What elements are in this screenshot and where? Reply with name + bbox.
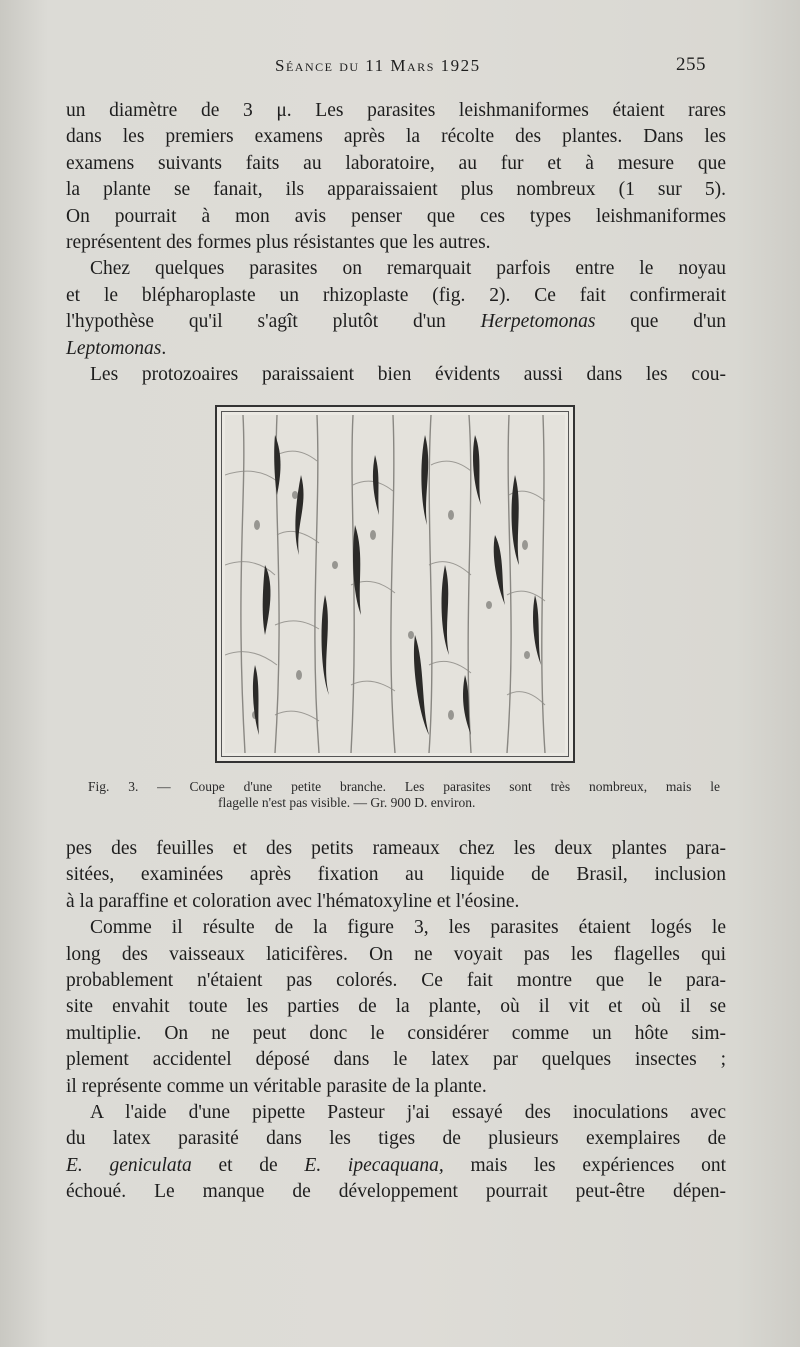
text-line: probablement n'étaient pas colorés. Ce fait montre que le para- [66,970,726,992]
text-line: Les protozoaires paraissaient bien évidents aussi dans les cou- [90,364,726,386]
text-line: plement accidentel déposé dans le latex par quelques insectes ; [66,1049,726,1071]
text-line [66,309,726,335]
text-span: mais les expériences ont [443,1154,726,1176]
text-span: l'hypothèse qu'il s'agît plutôt d'un [66,311,481,333]
text-line: Chez quelques parasites on remarquait parfois entre le noyau [90,258,726,280]
text-line: multiplie. On ne peut donc le considérer comme un hôte sim- [66,1022,726,1044]
page-number: 255 [676,54,706,75]
text-line: un diamètre de 3 μ. Les parasites leishmaniformes étaient rares [66,100,726,121]
text-line: site envahit toute les parties de la plante, où il vit et où il se [66,996,726,1018]
text-span: que d'un [595,311,726,333]
text-block-upper [66,98,726,388]
species-name: E. ipecaquana, [304,1154,444,1176]
text-line: échoué. Le manque de développement pourrait peut-être dépen- [66,1181,726,1203]
text-line: pes des feuilles et des petits rameaux chez les deux plantes para- [66,838,726,859]
text-line: dans les premiers examens après la récolte des plantes. Dans les [66,126,726,148]
text-line: représentent des formes plus résistantes que les autres. [66,232,491,254]
text-line: la plante se fanait, ils apparaissaient plus nombreux (1 sur 5). [66,179,726,201]
text-line: A l'aide d'une pipette Pasteur j'ai essayé des inoculations avec [90,1102,726,1124]
text-line [66,336,726,362]
text-span: et de [191,1154,305,1176]
figure-caption [88,779,720,811]
genus-name: Leptomonas [66,337,162,359]
text-line: et le blépharoplaste un rhizoplaste (fig. 2). Ce fait confirmerait [66,284,726,306]
genus-name: Herpetomonas [480,311,596,333]
text-line [66,1153,726,1179]
text-line: sitées, examinées après fixation au liquide de Brasil, inclusion [66,864,726,886]
text-line: du latex parasité dans les tiges de plusieurs exemplaires de [66,1128,726,1150]
text-line: long des vaisseaux laticifères. On ne voyait pas les flagelles qui [66,943,726,965]
caption-line: Fig. 3. — Coupe d'une petite branche. Les parasites sont très nombreux, mais le [88,779,720,794]
text-line: Comme il résulte de la figure 3, les parasites étaient logés le [90,917,726,939]
latex-vessel-illustration [225,415,565,753]
text-line: On pourrait à mon avis penser que ces types leishmaniformes [66,205,726,227]
running-header [0,52,800,82]
running-title: Séance du 11 Mars 1925 [275,56,481,75]
text-line: il représente comme un véritable parasite de la plante. [66,1075,487,1097]
species-name: E. geniculata [66,1154,192,1176]
text-line: examens suivants faits au laboratoire, au fur et à mesure que [66,152,726,174]
figure-3-micrograph [215,405,575,763]
text-block-lower [66,836,726,1206]
text-span: . [161,337,167,359]
text-line: à la paraffine et coloration avec l'hématoxyline et l'éosine. [66,890,520,912]
caption-line: flagelle n'est pas visible. — Gr. 900 D. environ. [218,795,476,810]
